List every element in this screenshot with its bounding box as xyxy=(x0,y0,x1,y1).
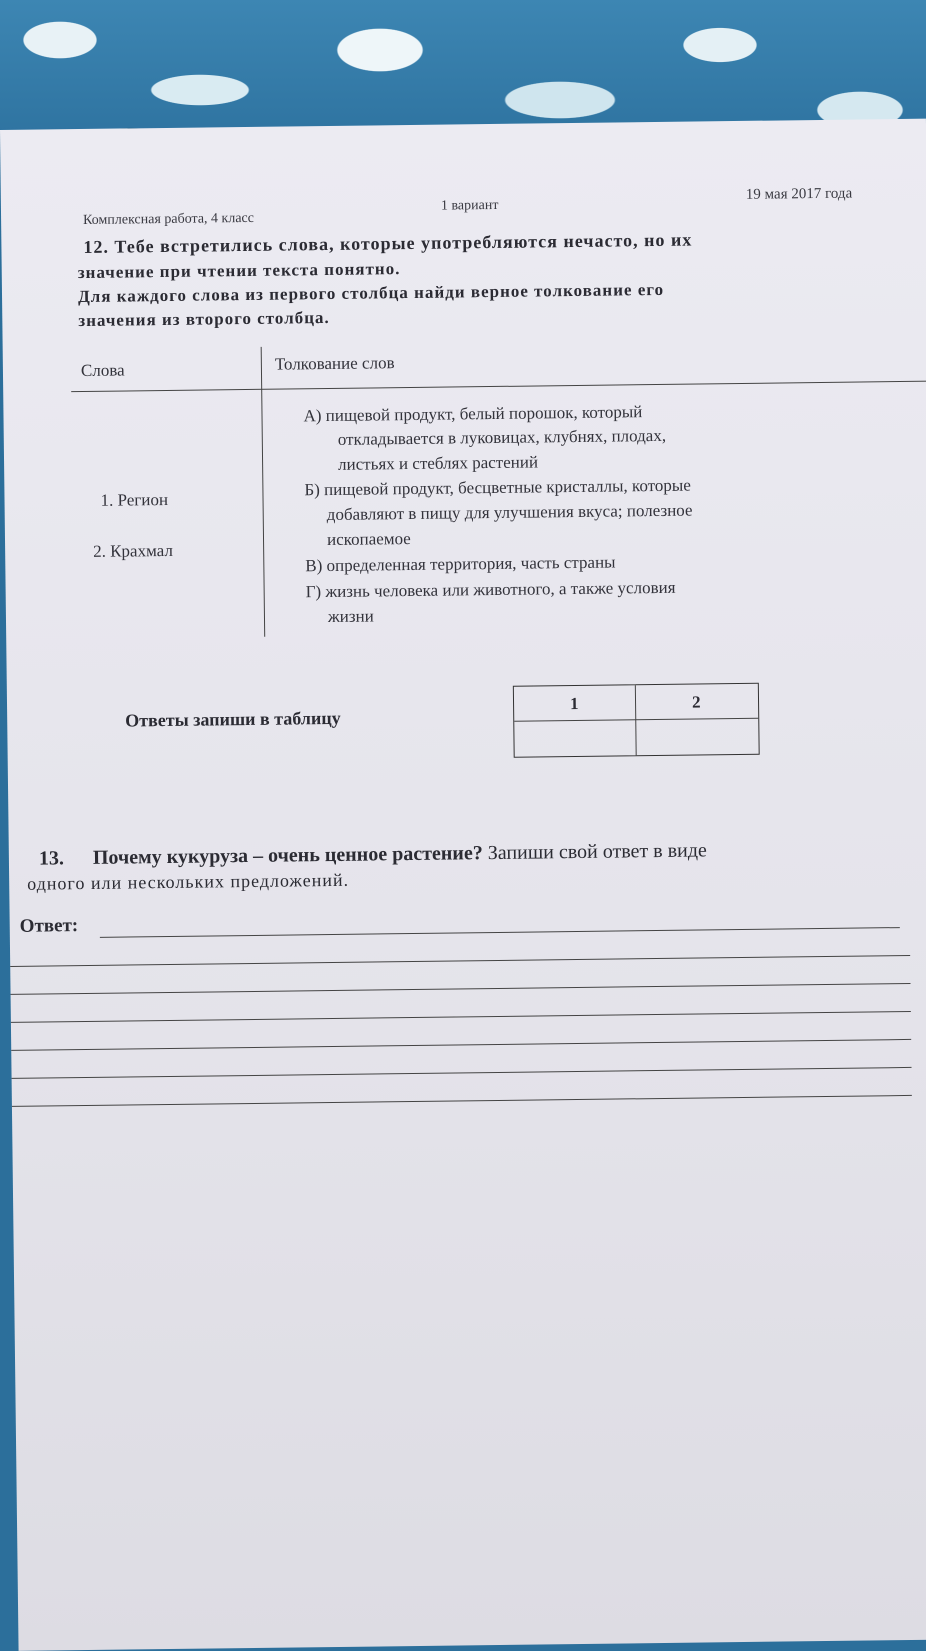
meaning-a-line3: листьях и стеблях растений xyxy=(337,452,539,474)
task13-number: 13. xyxy=(38,847,65,870)
answer-line-7[interactable] xyxy=(12,1095,912,1107)
task12-line4: значения из второго столбца. xyxy=(78,307,330,331)
answer-label: Ответ: xyxy=(19,915,79,937)
header-variant: 1 вариант xyxy=(440,197,499,214)
meaning-v: В) определенная территория, часть страны xyxy=(305,552,616,576)
meaning-b-line2: добавляют в пищу для улучшения вкуса; полезное xyxy=(326,500,693,525)
answer-line-4[interactable] xyxy=(11,1011,911,1023)
answer-table xyxy=(513,683,760,758)
task13-question-bold: Почему кукуруза – очень ценное растение? xyxy=(92,842,483,869)
answer-line-6[interactable] xyxy=(12,1067,912,1079)
answer-table-prompt: Ответы запиши в таблицу xyxy=(125,707,341,731)
meaning-b-line3: ископаемое xyxy=(326,529,411,550)
answer-col-2: 2 xyxy=(691,692,701,712)
answer-cell-1[interactable] xyxy=(516,722,632,753)
word-1: 1. Регион xyxy=(100,489,169,510)
task12-line3: Для каждого слова из первого столбца найди верное толкование его xyxy=(77,279,665,307)
header-subject: Комплексная работа, 4 класс xyxy=(83,210,255,228)
answer-cell-2[interactable] xyxy=(638,721,754,752)
meaning-b-line1: Б) пищевой продукт, бесцветные кристаллы, которые xyxy=(304,475,691,500)
answer-col-1: 1 xyxy=(569,693,579,714)
answer-line-2[interactable] xyxy=(10,955,910,967)
task12-line1: 12. Тебе встретились слова, которые употребляются нечасто, но их xyxy=(83,229,693,257)
meaning-a-line2: откладывается в луковицах, клубнях, плодах, xyxy=(337,425,667,449)
column-header-meanings: Толкование слов xyxy=(274,353,395,374)
meaning-g-line1: Г) жизнь человека или животного, а также условия xyxy=(305,577,676,602)
task13-question-rest: Запиши свой ответ в виде xyxy=(482,839,707,865)
task12-line2: значение при чтении текста понятно. xyxy=(77,259,401,283)
header-date: 19 мая 2017 года xyxy=(745,185,853,203)
task13-line2: одного или нескольких предложений. xyxy=(27,869,350,894)
worksheet-page xyxy=(0,119,926,1651)
answer-line-5[interactable] xyxy=(11,1039,911,1051)
table-column-divider xyxy=(261,347,266,637)
column-header-words: Слова xyxy=(80,360,125,381)
answer-line-3[interactable] xyxy=(11,983,911,995)
meaning-g-line2: жизни xyxy=(327,606,374,627)
meaning-a-line1: А) пищевой продукт, белый порошок, который xyxy=(303,402,643,426)
word-2: 2. Крахмал xyxy=(93,540,173,561)
answer-line-1[interactable] xyxy=(100,927,900,938)
table-header-divider xyxy=(71,381,926,393)
task13-question xyxy=(93,839,707,869)
